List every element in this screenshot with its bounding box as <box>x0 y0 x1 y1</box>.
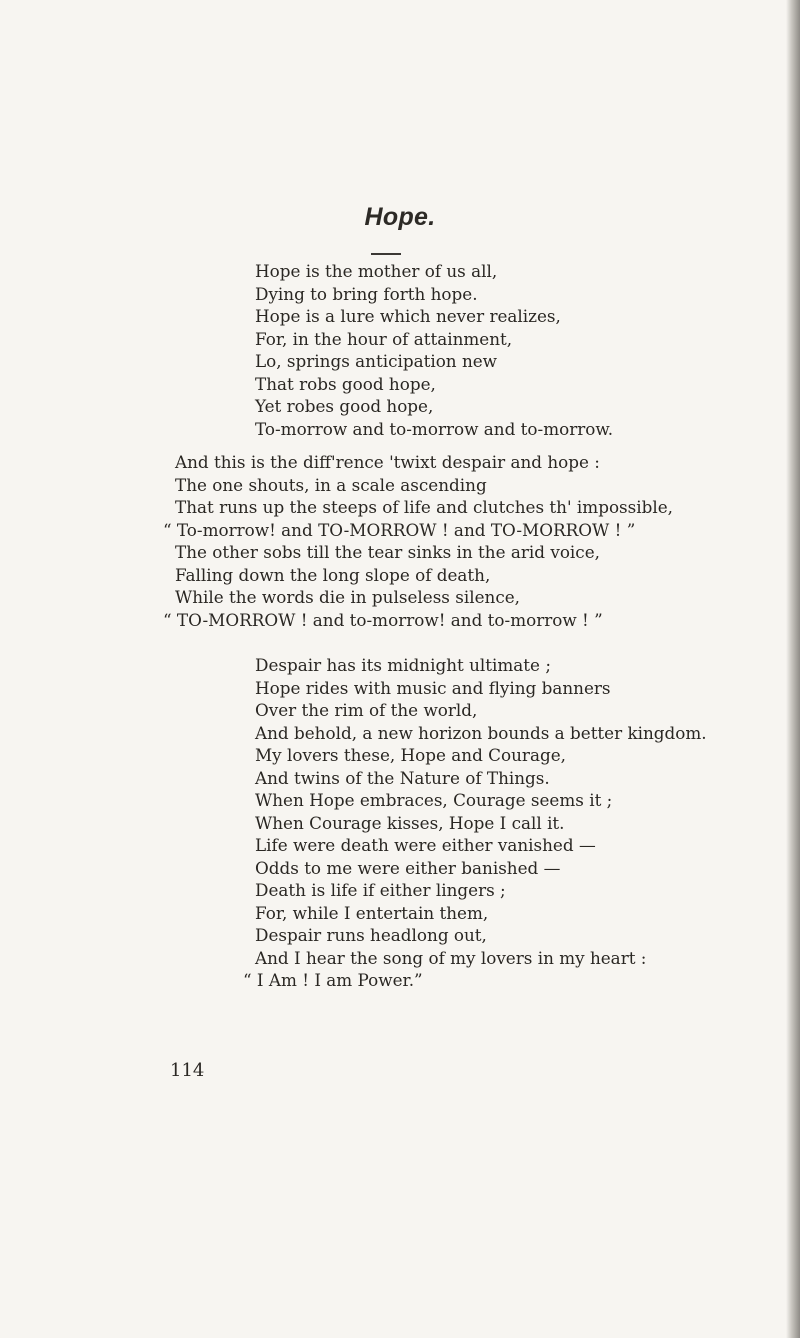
stanza-2 <box>163 451 674 631</box>
title-rule <box>371 253 401 255</box>
poem-line: My lovers these, Hope and Courage, <box>255 745 566 765</box>
poem-line: Death is life if either lingers ; <box>255 880 506 900</box>
poem-line: To-morrow and to-morrow and to-morrow. <box>255 418 614 439</box>
poem-line: That robs good hope, <box>255 373 436 394</box>
poem-line: Odds to me were either banished — <box>255 857 561 878</box>
poem-line: When Courage kisses, Hope I call it. <box>255 812 565 833</box>
poem-line: “ To-morrow! and TO-MORROW ! and TO-MORROW ! ” <box>163 519 636 540</box>
poem-line: Dying to bring forth hope. <box>255 283 478 304</box>
stanza-1 <box>255 260 613 440</box>
poem-line: The one shouts, in a scale ascending <box>175 474 487 495</box>
poem-line: That runs up the steeps of life and clutches th' impossible, <box>175 497 674 517</box>
poem-title: Hope. <box>364 203 436 231</box>
poem-line: Lo, springs anticipation new <box>255 351 498 371</box>
poem-line: While the words die in pulseless silence, <box>175 587 520 607</box>
page-number: 114 <box>170 1060 205 1081</box>
poem-line: For, while I entertain them, <box>255 902 489 923</box>
poem-line: Despair runs headlong out, <box>255 925 487 945</box>
poem-line: Despair has its midnight ultimate ; <box>255 655 551 675</box>
poem-line: Hope rides with music and flying banners <box>255 677 611 698</box>
poem-line: Yet robes good hope, <box>255 396 434 416</box>
poem-line: “ TO-MORROW ! and to-morrow! and to-morrow ! ” <box>163 609 603 630</box>
poem-line: Over the rim of the world, <box>255 700 478 720</box>
poem-line: When Hope embraces, Courage seems it ; <box>255 790 613 810</box>
poem-line: For, in the hour of attainment, <box>255 328 513 349</box>
poem-line: The other sobs till the tear sinks in the arid voice, <box>175 542 600 562</box>
poem-line: And twins of the Nature of Things. <box>255 767 550 788</box>
stanza-3 <box>243 654 707 992</box>
poem-line: And this is the diff'rence 'twixt despair and hope : <box>175 452 600 472</box>
poem-line: Life were death were either vanished — <box>255 835 596 855</box>
poem-line: “ I Am ! I am Power.” <box>243 970 423 990</box>
page-edge-shadow <box>786 0 800 1338</box>
poem-line: And behold, a new horizon bounds a better kingdom. <box>255 722 707 743</box>
poem-line: Hope is the mother of us all, <box>255 261 498 281</box>
poem-line: Falling down the long slope of death, <box>175 564 491 585</box>
poem-line: And I hear the song of my lovers in my heart : <box>255 947 647 968</box>
poem-line: Hope is a lure which never realizes, <box>255 306 561 326</box>
